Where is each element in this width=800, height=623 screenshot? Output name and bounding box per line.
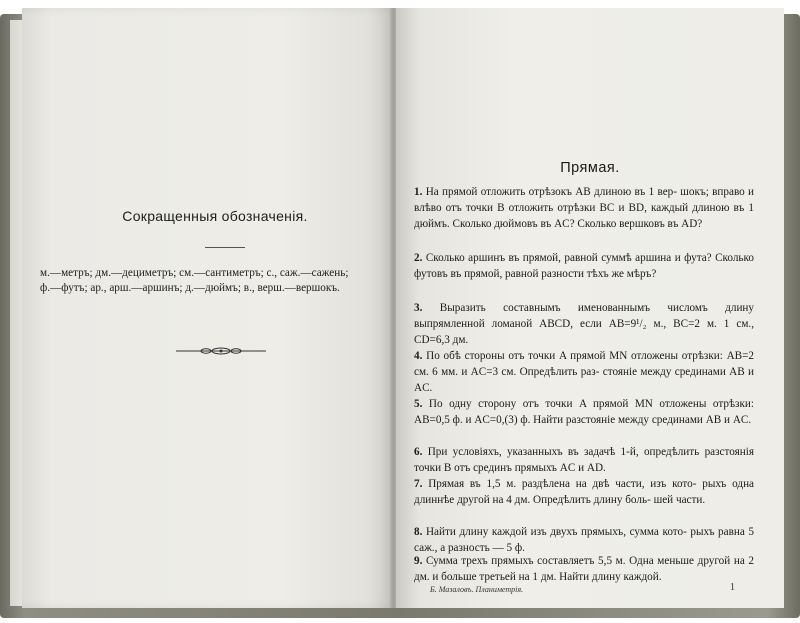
problem-line: 1 см., CD=6,3 дм. [414, 318, 754, 347]
open-book [0, 8, 800, 620]
abbreviations-line-1: м.—метръ; дм.—дециметръ; см.—сантиметръ; с., саж.—сажень; [40, 267, 349, 279]
problem-5 [414, 396, 754, 428]
problem-8 [414, 524, 754, 556]
problem-line: рыхъ равна 5 саж., а разность — 5 ф. [414, 526, 755, 555]
problem-line: На прямой отложить отрѣзокъ AB длиною въ 1 вер- [425, 186, 677, 198]
abbreviations-title: Сокращенныя обозначенія. [122, 208, 308, 224]
problem-number: 8. [414, 526, 423, 538]
problem-7 [414, 476, 754, 508]
problem-number: 5. [414, 398, 423, 410]
problem-line: другой на 2 дм. и больше третьей на 1 дм. Найти длину каждой. [414, 555, 755, 584]
problem-1 [414, 184, 754, 232]
problem-number: 2. [414, 252, 423, 264]
problem-line: При условіяхъ, указанныхъ въ задачѣ 1-й, опредѣлить [427, 446, 700, 458]
problem-line: рыхъ одна длиннѣе другой на 4 дм. Опредѣлить длину боль- [414, 478, 755, 507]
problem-line: шокъ; вправо и влѣво отъ точки B отложить отрѣзки BC [414, 186, 755, 215]
title-divider [205, 247, 245, 248]
problem-line: шей части. [653, 494, 706, 507]
problem-line: выпрямленной ломаной ABCD, если AB=9¹/₂ м., BC=2 м. [414, 318, 717, 331]
problem-line: По одну сторону отъ точки A прямой MN отложены [428, 398, 707, 410]
footer-signature: Б. Мазаловъ. Планиметрія. [430, 585, 524, 594]
left-page [22, 8, 394, 608]
problem-line: срединами AB и AC. [651, 414, 752, 427]
problem-line: Прямая въ 1,5 м. раздѣлена на двѣ части, изъ кото- [428, 478, 697, 490]
problem-line: Сумма трехъ прямыхъ составляетъ 5,5 м. Одна меньше [426, 555, 695, 567]
problem-number: 6. [414, 446, 423, 458]
problem-9 [414, 553, 754, 585]
page-heading: Прямая. [560, 160, 620, 176]
decorative-ornament-icon [176, 347, 266, 355]
problem-number: 4. [414, 350, 423, 362]
problem-line: По обѣ стороны отъ точки A прямой MN отложены [426, 350, 679, 362]
problem-line: разстоянія точки B отъ срединъ прямыхъ AC и AD. [414, 446, 755, 475]
problem-number: 1. [414, 186, 423, 198]
problem-2 [414, 250, 754, 282]
problem-line: Найти длину каждой изъ двухъ прямыхъ, сумма кото- [425, 526, 687, 538]
problem-line: стояніе между срединами AB и AC. [414, 366, 754, 395]
problem-number: 3. [414, 302, 423, 314]
problem-4 [414, 348, 754, 396]
problem-line: отрѣзки: AB=0,5 ф. и AC=0,(3) ф. Найти разстояніе между [414, 398, 754, 427]
problem-3 [414, 300, 754, 348]
problem-number: 9. [414, 555, 423, 567]
problem-line: Выразить составнымъ именованнымъ числомъ длину [439, 302, 755, 314]
page-number: 1 [730, 582, 735, 593]
problem-line: Сколько вершковъ въ AD? [577, 218, 703, 231]
abbreviations-line-2: ф.—футъ; ар., арш.—аршинъ; д.—дюймъ; в., верш.—вершокъ. [40, 282, 340, 294]
problem-line: и BD, каждый длиною въ 1 дюймъ. Сколько дюймовъ въ AC? [414, 202, 754, 231]
problem-number: 7. [414, 478, 423, 490]
problem-line: Сколько аршинъ въ прямой, равной суммѣ аршина и [425, 252, 681, 264]
problem-line: мѣръ? [626, 268, 657, 281]
problem-line: отрѣзки: AB=2 см. 6 мм. и AC=3 см. Опредѣлить раз- [414, 350, 755, 379]
problem-6 [414, 444, 754, 476]
problem-line: фута? Сколько футовъ въ прямой, равной разности тѣхъ же [414, 252, 754, 281]
